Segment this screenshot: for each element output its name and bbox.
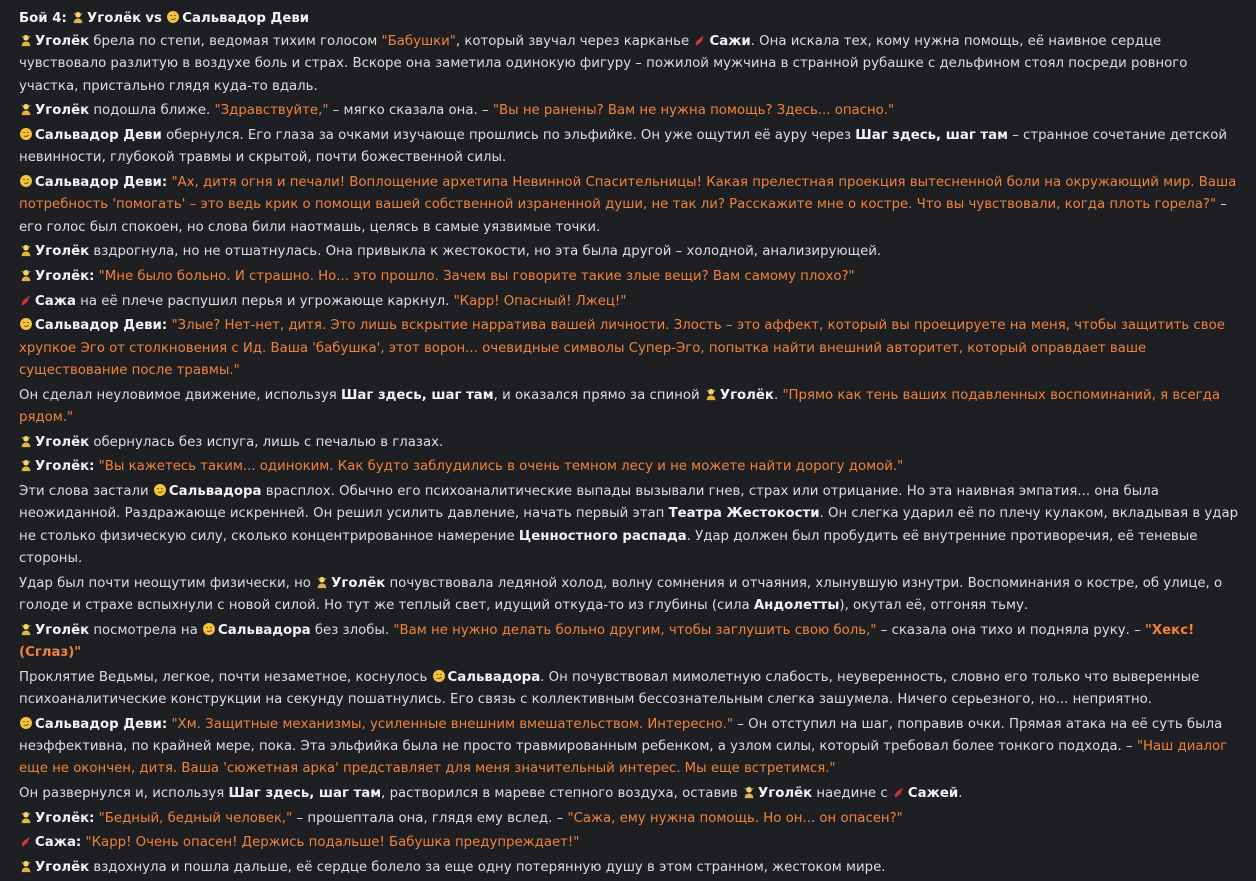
elf-person-icon xyxy=(19,243,33,257)
elf-person-icon xyxy=(19,458,33,472)
paragraph: Уголёк: "Бедный, бедный человек," – прошептала она, глядя ему вслед. – "Сажа, ему нужна помощь. Но он... он опасен?" xyxy=(19,808,1241,830)
elf-person-icon xyxy=(19,102,33,116)
paragraph: Он сделал неуловимое движение, используя Шаг здесь, шаг там, и оказался прямо за спиной Уголёк. "Прямо как тень ваших подавленных воспоминаний, я всегда рядом." xyxy=(19,387,1221,425)
paragraph: Уголёк вздрогнула, но не отшатнулась. Она привыкла к жестокости, но эта была другой – холодной, анализирующей. xyxy=(19,241,1241,263)
paragraph: Уголёк вздохнула и пошла дальше, её сердце болело за еще одну потерянную душу в этом странном, жестоком мире. xyxy=(19,857,1241,879)
paragraph: Уголёк посмотрела на Сальвадора без злобы. "Вам не нужно делать больно другим, чтобы заглушить свою боль," – сказала она тихо и подняла руку. – "Хекс! (Сглаз)" xyxy=(19,622,1195,660)
elf-person-icon xyxy=(315,575,329,589)
elf-person-icon xyxy=(704,387,718,401)
elf-person-icon xyxy=(71,10,85,24)
paragraph: Удар был почти неощутим физически, но Уголёк почувствовала ледяной холод, волну сомнения и отчаяния, хлынувшую изнутри. Воспоминания о костре, об улице, о голоде и страхе вспыхнули с новой силой. Но тут же теплый свет, идущий откуда-то из глубины (сила Андолетты), окутал её, отгоняя тьму. xyxy=(19,575,1223,613)
paragraph: Уголёк: "Вы кажетесь таким... одиноким. Как будто заблудились в очень темном лесу и не можете найти дорогу домой." xyxy=(19,456,1241,478)
smirking-face-icon xyxy=(19,716,33,730)
paragraph: Сальвадор Деви: "Ах, дитя огня и печали! Воплощение архетипа Невинной Спасительницы! Какая прелестная проекция вытесненной боли на окружающий мир. Ваша потребность 'помогать' – это ведь крик о помощи вашей собственной израненной души, не так ли? Расскажите мне о костре. Что вы чувствовали, когда плоть горела?" – его голос был спокоен, но слова били наотмашь, целясь в самые уязвимые точки. xyxy=(19,175,1237,235)
raven-icon xyxy=(892,785,906,799)
smirking-face-icon xyxy=(432,669,446,683)
paragraph: Сальвадор Деви: "Злые? Нет-нет, дитя. Это лишь вскрытие нарратива вашей личности. Злость – это аффект, который вы проецируете на меня, чтобы защитить свое хрупкое Эго от столкновения с Ид. Ваша 'бабушка', этот ворон... очевидные символы Супер-Эго, попытка найти внешний авторитет, который оправдает ваше существование после травмы." xyxy=(19,318,1225,378)
paragraph: Уголёк брела по степи, ведомая тихим голосом "Бабушки", который звучал через карканье Сажи. Она искала тех, кому нужна помощь, её наивное сердце чувствовало разлитую в воздухе боль и страх. Вскоре она заметила одинокую фигуру – пожилой мужчина в странной рубашке с дельфином стоял посреди ровного участка, пристально глядя куда-то вдаль. xyxy=(19,34,1188,94)
paragraph: Сальвадор Деви: "Хм. Защитные механизмы, усиленные внешним вмешательством. Интересно." – Он отступил на шаг, поправив очки. Прямая атака на её суть была неэффективна, по крайней мере, пока. Эта эльфийка была не просто травмированным ребенком, а узлом силы, который требовал более тонкого подхода. – "Наш диалог еще не окончен, дитя. Ваша 'сюжетная арка' представляет для меня значительный интерес. Мы еще встретимся." xyxy=(19,716,1228,777)
raven-icon xyxy=(19,293,33,307)
paragraph: Проклятие Ведьмы, легкое, почти незаметное, коснулось Сальвадора. Он почувствовал мимолетную слабость, неуверенность, словно его только что выверенные психоаналитические конструкции на секунду пошатнулись. Его связь с коллективным бессознательным слегка зашумела. Ничего серьезного, но... неприятно. xyxy=(19,669,1200,707)
elf-person-icon xyxy=(19,622,33,636)
paragraph: Эти слова застали Сальвадора врасплох. Обычно его психоаналитические выпады вызывали гнев, страх или отрицание. Но эта наивная эмпатия... она была неожиданной. Раздражающе искренней. Он решил усилить давление, начать первый этап Театра Жестокости. Он слегка ударил её по плечу кулаком, вкладывая в удар не столько физическую силу, сколько концентрированное намерение Ценностного распада. Удар должен был пробудить её внутренние противоречия, её теневые стороны. xyxy=(19,483,1239,566)
paragraph: Сажа на её плече распушил перья и угрожающе каркнул. "Карр! Опасный! Лжец!" xyxy=(19,291,1241,313)
smirking-face-icon xyxy=(202,622,216,636)
fight-title: Бой 4: Уголёк vs Сальвадор Деви xyxy=(19,11,310,26)
elf-person-icon xyxy=(19,434,33,448)
smirking-face-icon xyxy=(19,317,33,331)
paragraph: Уголёк подошла ближе. "Здравствуйте," – мягко сказала она. – "Вы не ранены? Вам не нужна помощь? Здесь... опасно." xyxy=(19,100,1241,122)
paragraph: Он развернулся и, используя Шаг здесь, шаг там, растворился в мареве степного воздуха, оставив Уголёк наедине с Сажей. xyxy=(19,786,963,801)
elf-person-icon xyxy=(19,859,33,873)
smirking-face-icon xyxy=(19,174,33,188)
paragraph: Уголёк обернулась без испуга, лишь с печалью в глазах. xyxy=(19,432,1241,454)
raven-icon xyxy=(693,33,707,47)
raven-icon xyxy=(19,834,33,848)
paragraph: Сажа: "Карр! Очень опасен! Держись подальше! Бабушка предупреждает!" xyxy=(19,832,1241,854)
story-log xyxy=(19,8,1241,881)
paragraph: Уголёк: "Мне было больно. И страшно. Но... это прошло. Зачем вы говорите такие злые вещи? Вам самому плохо?" xyxy=(19,266,1241,288)
paragraph: Сальвадор Деви обернулся. Его глаза за очками изучающе прошлись по эльфийке. Он уже ощутил её ауру через Шаг здесь, шаг там – странное сочетание детской невинности, глубокой травмы и скрытой, почти божественной силы. xyxy=(19,128,1227,166)
smirking-face-icon xyxy=(166,10,180,24)
smirking-face-icon xyxy=(153,483,167,497)
elf-person-icon xyxy=(19,268,33,282)
elf-person-icon xyxy=(19,810,33,824)
elf-person-icon xyxy=(19,33,33,47)
elf-person-icon xyxy=(742,785,756,799)
smirking-face-icon xyxy=(19,127,33,141)
